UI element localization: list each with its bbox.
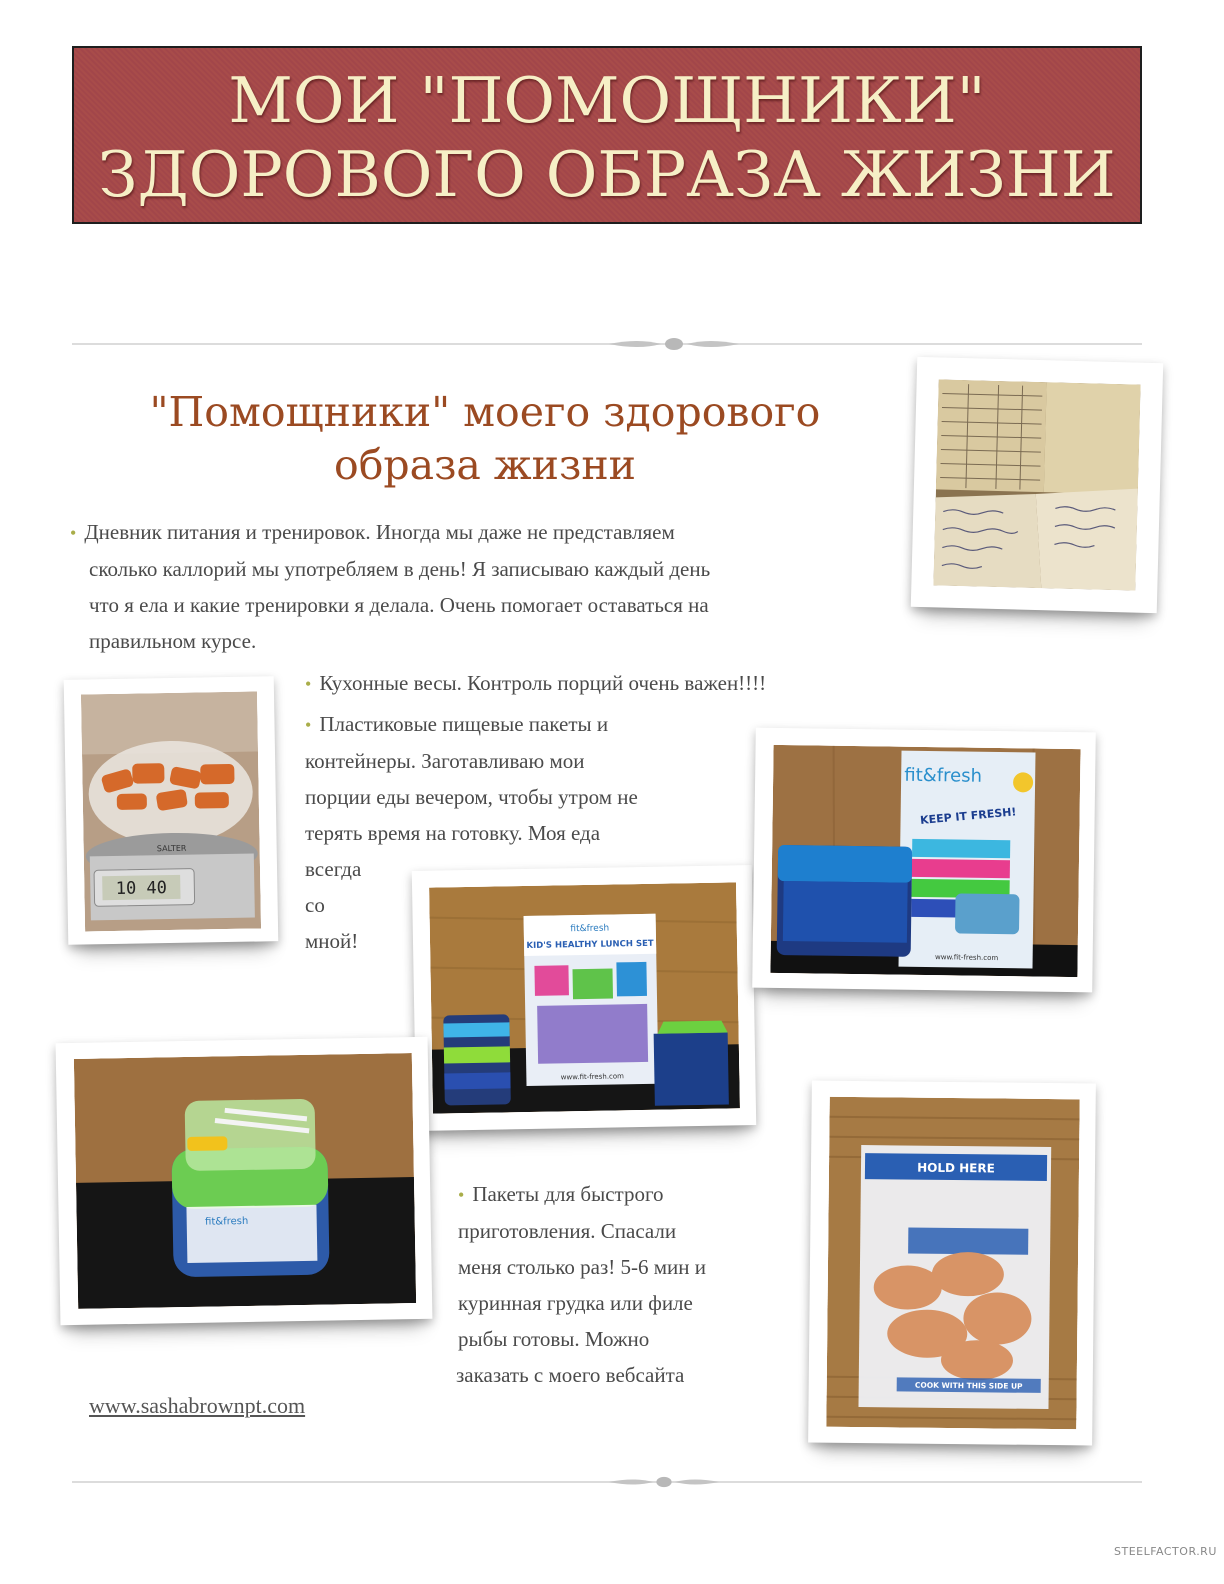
photo-food-diary (911, 357, 1163, 613)
section-heading (80, 386, 890, 492)
title-banner (72, 46, 1142, 224)
banner-title-line-1: МОИ "ПОМОЩНИКИ" (228, 64, 986, 137)
kids-box-brand: fit&fresh (570, 923, 610, 935)
heading-line-2: образа жизни (334, 441, 636, 489)
scale-brand: SALTER (156, 843, 187, 854)
list-item-diary (70, 514, 890, 659)
footer-watermark: STEELFACTOR.RU (1114, 1545, 1217, 1558)
containers-line-4: терять время на готовку. Моя еда (305, 821, 601, 845)
photo-kitchen-scale (64, 676, 279, 945)
containers-line-7: мной! (305, 929, 359, 953)
bags-line-1: Пакеты для быстрого (472, 1182, 664, 1206)
fitfresh-url: www.fit-fresh.com (934, 953, 999, 963)
scale-line-1: Кухонные весы. Контроль порций очень важен!!!! (319, 671, 767, 695)
containers-line-1: Пластиковые пищевые пакеты и (319, 712, 609, 736)
containers-line-3: порции еды вечером, чтобы утром не (305, 785, 638, 809)
scale-display: 10 40 (115, 878, 168, 899)
photo-fit-fresh-containers (752, 728, 1096, 993)
bullet-icon: • (305, 715, 312, 735)
bags-line-2: приготовления. Спасали (458, 1219, 677, 1243)
bags-line-4: куринная грудка или филе (458, 1291, 693, 1315)
photo-kids-lunch-set (412, 865, 756, 1131)
banner-title-line-2: ЗДОРОВОГО ОБРАЗА ЖИЗНИ (98, 138, 1116, 211)
bags-line-5: рыбы готовы. Можно (458, 1327, 650, 1351)
photo-salad-shaker (56, 1037, 433, 1325)
diary-line-1: Дневник питания и тренировок. Иногда мы даже не представляем (84, 520, 675, 544)
top-divider (72, 336, 1142, 352)
bag-bottom-label: COOK WITH THIS SIDE UP (914, 1380, 1023, 1391)
list-item-cooking-bags (458, 1176, 798, 1393)
photo-cooking-bag (808, 1081, 1096, 1446)
bag-top-label: HOLD HERE (917, 1160, 995, 1176)
bags-line-3: меня столько раз! 5-6 мин и (458, 1255, 707, 1279)
divider-ornament-icon (609, 1474, 719, 1490)
diary-line-4: правильном курсе. (89, 629, 257, 653)
bags-line-6: заказать с моего вебсайта (456, 1363, 685, 1387)
kids-box-title: KID'S HEALTHY LUNCH SET (526, 938, 654, 951)
list-item-scale (305, 665, 905, 702)
diary-line-2: сколько каллорий мы употребляем в день! Я записываю каждый день (89, 557, 711, 581)
bullet-icon: • (70, 523, 77, 543)
fitfresh-tagline: KEEP IT FRESH! (919, 805, 1017, 827)
containers-line-2: контейнеры. Заготавливаю мои (305, 749, 585, 773)
bullet-icon: • (458, 1185, 465, 1205)
kids-box-url: www.fit-fresh.com (560, 1072, 625, 1082)
fitfresh-brand: fit&fresh (904, 764, 983, 787)
website-link[interactable]: www.sashabrownpt.com (89, 1393, 306, 1418)
heading-line-1: "Помощники" моего здорового (149, 388, 821, 436)
shaker-brand: fit&fresh (205, 1215, 249, 1228)
bottom-divider (72, 1474, 1142, 1490)
containers-line-5: всегда (305, 857, 362, 881)
diary-line-3: что я ела и какие тренировки я делала. Очень помогает оставаться на (89, 593, 709, 617)
containers-line-6: со (305, 893, 325, 917)
divider-ornament-icon (609, 336, 739, 352)
bullet-icon: • (305, 674, 312, 694)
